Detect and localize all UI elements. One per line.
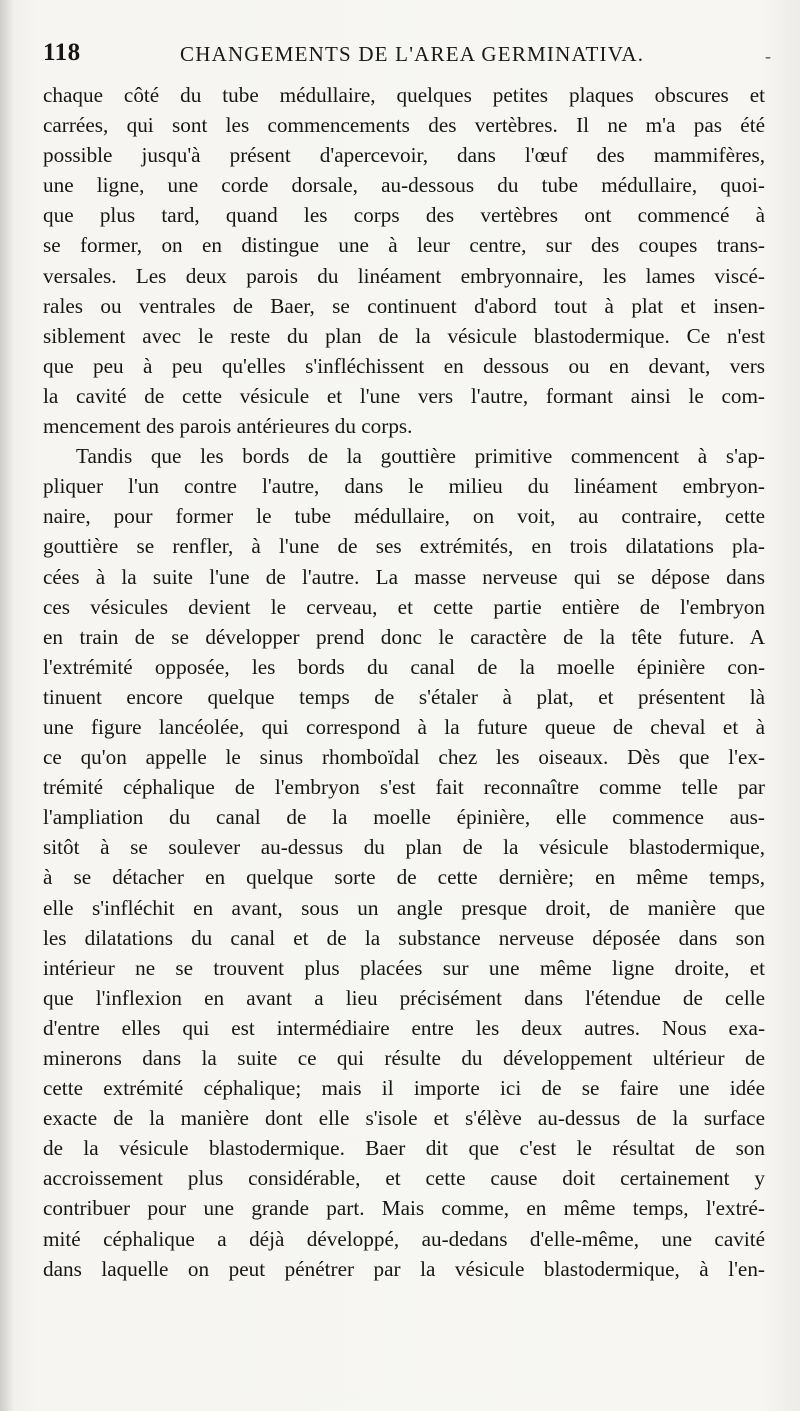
text-line: mencement des parois antérieures du corps. — [43, 414, 413, 439]
text-line: cette extrémité céphalique; mais il importe ici de se faire une idée — [43, 1076, 765, 1101]
text-line: mité céphalique a déjà développé, au-dedans d'elle-même, une cavité — [43, 1226, 765, 1251]
text-line: cées à la suite l'une de l'autre. La masse nerveuse qui se dépose dans — [43, 564, 765, 589]
running-title: CHANGEMENTS DE L'AREA GERMINATIVA. — [180, 42, 645, 66]
text-line: dans laquelle on peut pénétrer par la vésicule blastodermique, à l'en- — [43, 1256, 765, 1281]
text-line: d'entre elles qui est intermédiaire entre les deux autres. Nous exa- — [43, 1015, 765, 1040]
text-line: exacte de la manière dont elle s'isole et s'élève au-dessus de la surface — [43, 1106, 765, 1131]
page-number: 118 — [43, 39, 81, 66]
text-line: siblement avec le reste du plan de la vésicule blastodermique. Ce n'est — [43, 323, 765, 348]
header-mark: - — [765, 46, 771, 66]
text-line: à se détacher en quelque sorte de cette dernière; en même temps, — [43, 865, 765, 890]
text-line: l'extrémité opposée, les bords du canal de la moelle épinière con- — [43, 654, 765, 679]
text-line: naire, pour former le tube médullaire, on voit, au contraire, cette — [43, 504, 765, 529]
body-text — [43, 80, 765, 1284]
text-line: l'ampliation du canal de la moelle épinière, elle commence aus- — [43, 805, 765, 830]
text-line: contribuer pour une grande part. Mais comme, en même temps, l'extré- — [43, 1196, 765, 1221]
text-line: versales. Les deux parois du linéament embryonnaire, les lames viscé- — [43, 263, 765, 288]
text-line: possible jusqu'à présent d'apercevoir, dans l'œuf des mammifères, — [43, 143, 765, 168]
text-line: ce qu'on appelle le sinus rhomboïdal chez les oiseaux. Dès que l'ex- — [43, 745, 765, 770]
paragraph-start-line: Tandis que les bords de la gouttière primitive commencent à s'ap- — [76, 444, 765, 469]
text-line: que plus tard, quand les corps des vertèbres ont commencé à — [43, 203, 765, 228]
text-line: les dilatations du canal et de la substance nerveuse déposée dans son — [43, 925, 765, 950]
text-line: que l'inflexion en avant a lieu précisément dans l'étendue de celle — [43, 985, 765, 1010]
text-line: gouttière se renfler, à l'une de ses extrémités, en trois dilatations pla- — [43, 534, 765, 559]
text-line: de la vésicule blastodermique. Baer dit que c'est le résultat de son — [43, 1136, 765, 1161]
text-line: se former, on en distingue une à leur centre, sur des coupes trans- — [43, 233, 765, 258]
text-line: elle s'infléchit en avant, sous un angle presque droit, de manière que — [43, 895, 765, 920]
text-line: tinuent encore quelque temps de s'étaler à plat, et présentent là — [43, 684, 765, 709]
text-line: en train de se développer prend donc le caractère de la tête future. A — [43, 624, 765, 649]
text-line: carrées, qui sont les commencements des vertèbres. Il ne m'a pas été — [43, 113, 765, 138]
text-line: trémité céphalique de l'embryon s'est fait reconnaître comme telle par — [43, 775, 765, 800]
text-line: accroissement plus considérable, et cette cause doit certainement y — [43, 1166, 765, 1191]
text-line: minerons dans la suite ce qui résulte du développement ultérieur de — [43, 1046, 765, 1070]
text-line: intérieur ne se trouvent plus placées sur une même ligne droite, et — [43, 955, 765, 980]
text-line: que peu à peu qu'elles s'infléchissent en dessous ou en devant, vers — [43, 353, 765, 378]
text-line: sitôt à se soulever au-dessus du plan de la vésicule blastodermique, — [43, 835, 765, 860]
text-line: ces vésicules devient le cerveau, et cette partie entière de l'embryon — [43, 594, 765, 619]
text-line: chaque côté du tube médullaire, quelques petites plaques obscures et — [43, 83, 765, 107]
text-line: rales ou ventrales de Baer, se continuent d'abord tout à plat et insen- — [43, 293, 765, 318]
text-line: une figure lancéolée, qui correspond à la future queue de cheval et à — [43, 714, 765, 739]
text-line: une ligne, une corde dorsale, au-dessous du tube médullaire, quoi- — [43, 173, 765, 198]
text-line: la cavité de cette vésicule et l'une vers l'autre, formant ainsi le com- — [43, 383, 765, 408]
page-header — [43, 38, 783, 70]
text-line: pliquer l'un contre l'autre, dans le milieu du linéament embryon- — [43, 474, 765, 499]
